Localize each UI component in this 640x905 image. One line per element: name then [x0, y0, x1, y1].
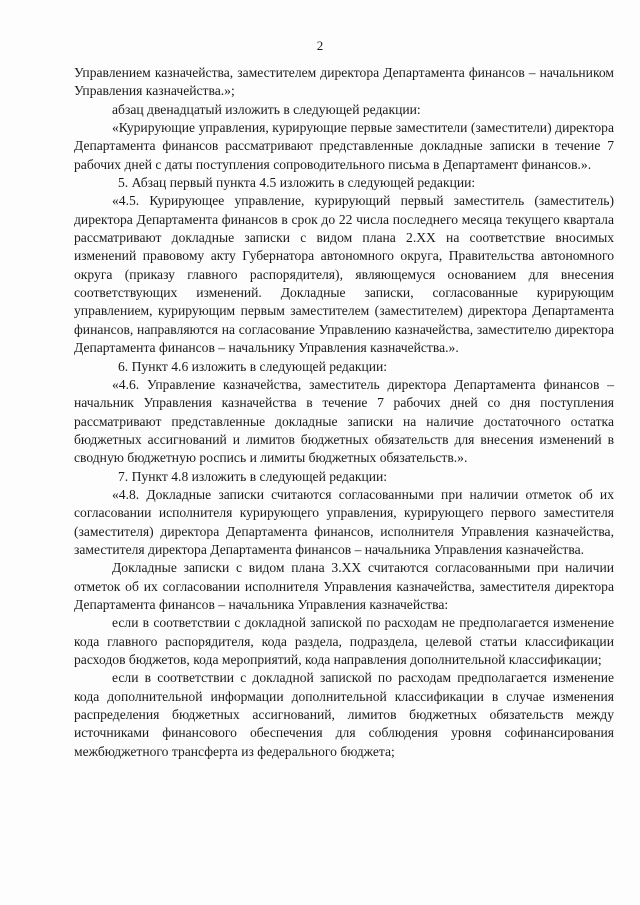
paragraph-condition-1: если в соответствии с докладной запиской по расходам не предполагается изменение кода главного распорядителя, кода раздела, подраздела, целевой статьи классификации расходов бюджетов, кода мероприятий, кода направления дополнительной классификации;: [74, 615, 614, 667]
paragraph-quoted-text: «Курирующие управления, курирующие первые заместители (заместители) директора Департамента финансов рассматривают представленные докладные записки в течение 7 рабочих дней с даты поступления сопроводительного письма в Департамент финансов.».: [74, 120, 614, 172]
paragraph-clause-4-6: «4.6. Управление казначейства, заместитель директора Департамента финансов – начальник Управления казначейства в течение 7 рабочих дней со дня поступления рассматривают представленные докладные записки на наличие достаточного остатка бюджетных ассигнований и лимитов бюджетных обязательств для внесения изменений в сводную бюджетную роспись и лимиты бюджетных обязательств.».: [74, 376, 614, 466]
paragraph-condition-2: если в соответствии с докладной запиской по расходам предполагается изменение кода дополнительной информации дополнительной классификации в случае изменения распределения бюджетных ассигнований, лимитов бюджетных обязательств между источниками финансового обеспечения для соблюдения уровня софинансирования межбюджетного трансферта из федерального бюджета;: [74, 670, 614, 759]
paragraph-clause-4-5: «4.5. Курирующее управление, курирующий первый заместитель (заместитель) директора Департамента финансов в срок до 22 числа последнего месяца текущего квартала рассматривают докладные записки с видом плана 2.ХХ на соответствие вносимых изменений правовому акту Губернатора автономного округа, Правительства автономного округа (приказу главного распорядителя), являющемуся основанием для внесения соответствующих изменений. Докладные записки, согласованные курирующим управлением, курирующим первым заместителем (заместителем) директора Департамента финансов, направляются на согласование Управлению казначейства, заместителю директора Департамента финансов – начальнику Управления казначейства.».: [74, 193, 614, 356]
paragraph-continuation: Управлением казначейства, заместителем директора Департамента финансов – начальником Управления казначейства.»;: [74, 65, 614, 99]
paragraph-item-6: 6. Пункт 4.6 изложить в следующей редакции:: [118, 358, 388, 374]
paragraph-clause-4-8: «4.8. Докладные записки считаются согласованными при наличии отметок об их согласовании исполнителя курирующего управления, курирующего первого заместителя (заместителя) директора Департамента финансов, исполнителя Управления казначейства, заместителя директора Департамента финансов – начальника Управления казначейства.: [74, 486, 614, 557]
paragraph-item-5: 5. Абзац первый пункта 4.5 изложить в следующей редакции:: [118, 175, 476, 191]
document-body: [74, 64, 614, 761]
paragraph-item-7: 7. Пункт 4.8 изложить в следующей редакции:: [118, 468, 388, 484]
page-number: 2: [316, 38, 324, 53]
paragraph-instruction: абзац двенадцатый изложить в следующей редакции:: [112, 101, 421, 117]
paragraph-plan-3xx: Докладные записки с видом плана 3.ХХ считаются согласованными при наличии отметок об их согласовании исполнителя Управления казначейства, заместителя директора Департамента финансов – начальника Управления казначейства:: [74, 560, 614, 612]
